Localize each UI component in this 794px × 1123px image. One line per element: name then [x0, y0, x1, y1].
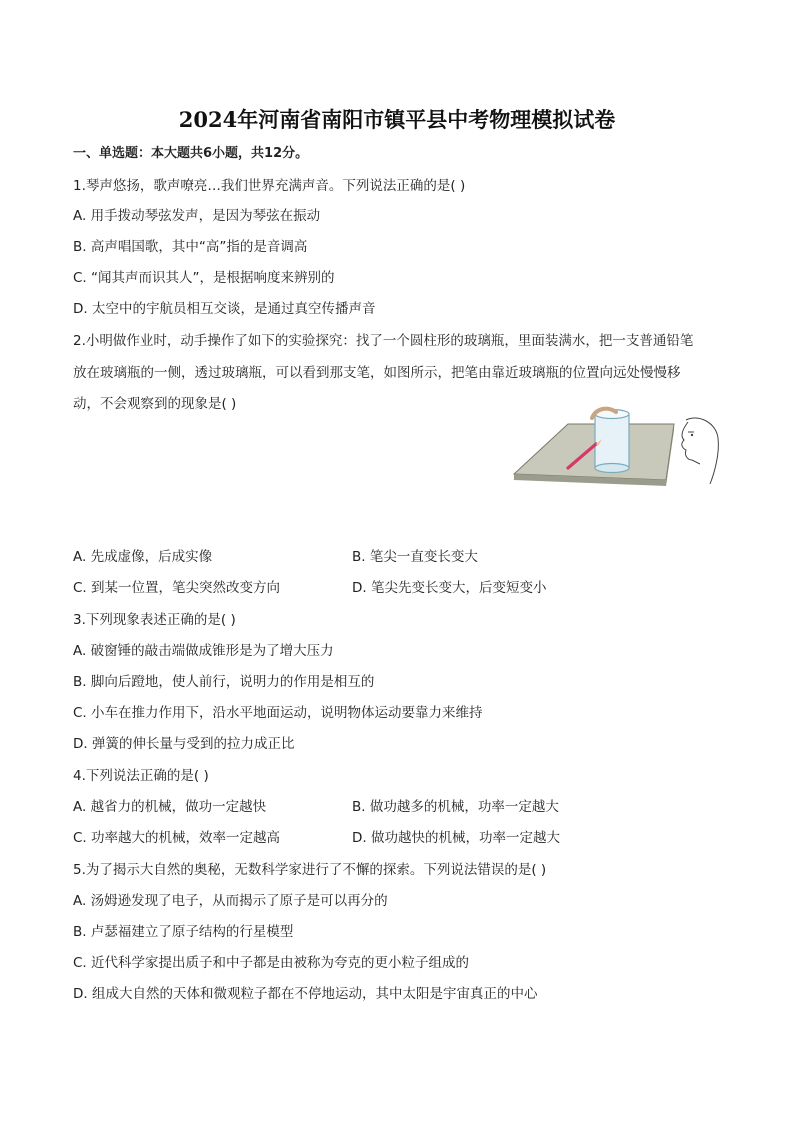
- table-top: [514, 424, 674, 480]
- q4-option-a: A. 越省力的机械，做功一定越快: [73, 799, 267, 815]
- q5-option-a: A. 汤姆逊发现了电子，从而揭示了原子是可以再分的: [73, 893, 388, 909]
- q1-stem: 1.琴声悠扬，歌声嘹亮…我们世界充满声音。下列说法正确的是( ): [73, 178, 466, 194]
- q1-option-a: A. 用手拨动琴弦发声，是因为琴弦在振动: [73, 208, 321, 224]
- q2-option-c: C. 到某一位置，笔尖突然改变方向: [73, 580, 281, 596]
- q5-option-c: C. 近代科学家提出质子和中子都是由被称为夸克的更小粒子组成的: [73, 955, 470, 971]
- q2-experiment-figure: [512, 404, 724, 500]
- q1-option-d: D. 太空中的宇航员相互交谈，是通过真空传播声音: [73, 301, 376, 317]
- observer-face: [682, 418, 719, 484]
- q1-option-c: C. “闻其声而识其人”，是根据响度来辨别的: [73, 270, 335, 286]
- q5-option-b: B. 卢瑟福建立了原子结构的行星模型: [73, 924, 294, 940]
- q2-stem-line2: 放在玻璃瓶的一侧，透过玻璃瓶，可以看到那支笔，如图所示，把笔由靠近玻璃瓶的位置向远处慢慢移: [73, 365, 681, 381]
- q4-option-d: D. 做功越快的机械，功率一定越大: [352, 830, 560, 846]
- q2-stem-line1: 2.小明做作业时，动手操作了如下的实验探究：找了一个圆柱形的玻璃瓶，里面装满水，把一支普通铅笔: [73, 333, 694, 349]
- q1-option-b: B. 高声唱国歌，其中“高”指的是音调高: [73, 239, 308, 255]
- q4-stem: 4.下列说法正确的是( ): [73, 768, 209, 784]
- q3-option-a: A. 破窗锤的敲击端做成锥形是为了增大压力: [73, 643, 334, 659]
- page-title: 2024年河南省南阳市镇平县中考物理模拟试卷: [178, 107, 616, 132]
- q2-stem-line3: 动，不会观察到的现象是( ): [73, 396, 237, 412]
- q4-option-b: B. 做功越多的机械，功率一定越大: [352, 799, 559, 815]
- q2-option-d: D. 笔尖先变长变大，后变短变小: [352, 580, 547, 596]
- q3-option-d: D. 弹簧的伸长量与受到的拉力成正比: [73, 736, 295, 752]
- q2-option-b: B. 笔尖一直变长变大: [352, 549, 478, 565]
- q5-stem: 5.为了揭示大自然的奥秘，无数科学家进行了不懈的探索。下列说法错误的是( ): [73, 862, 547, 878]
- section-heading-single-choice: 一、单选题：本大题共6小题，共12分。: [73, 146, 309, 161]
- q3-option-c: C. 小车在推力作用下，沿水平地面运动，说明物体运动要靠力来维持: [73, 705, 483, 721]
- q3-option-b: B. 脚向后蹬地，使人前行，说明力的作用是相互的: [73, 674, 375, 690]
- q4-option-c: C. 功率越大的机械，效率一定越高: [73, 830, 281, 846]
- q2-option-a: A. 先成虚像，后成实像: [73, 549, 213, 565]
- q5-option-d: D. 组成大自然的天体和微观粒子都在不停地运动，其中太阳是宇宙真正的中心: [73, 986, 538, 1002]
- q3-stem: 3.下列现象表述正确的是( ): [73, 612, 236, 628]
